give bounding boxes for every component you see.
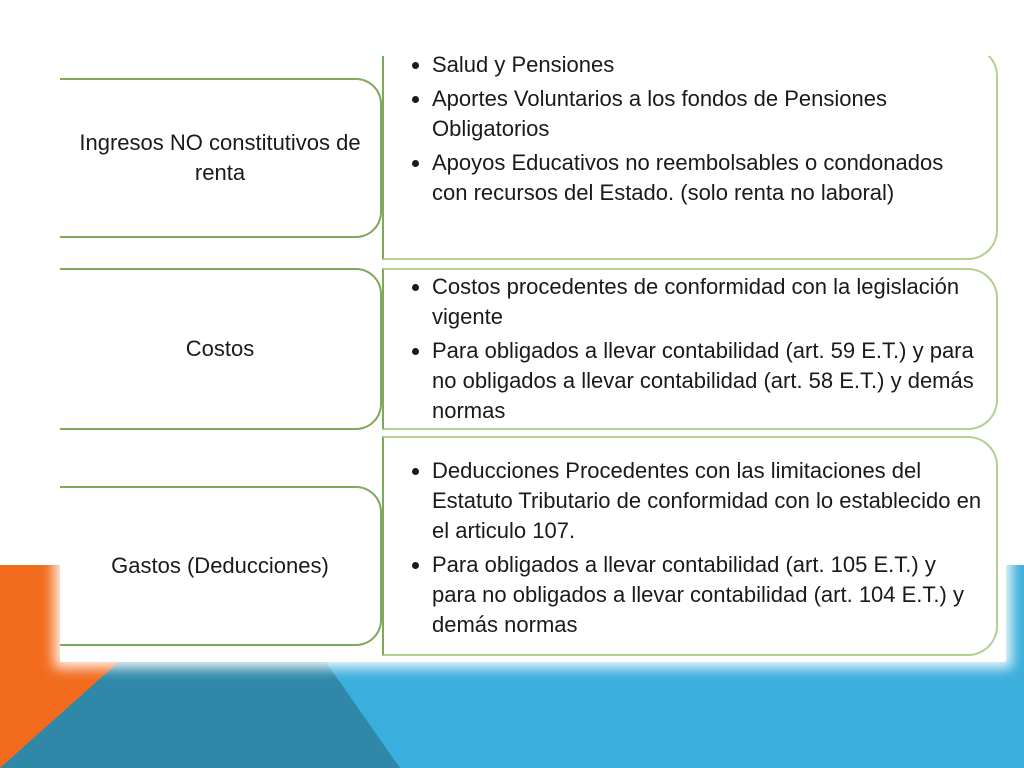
detail-ingresos-no-constitutivos xyxy=(382,56,998,260)
label-text: Gastos (Deducciones) xyxy=(111,553,329,578)
label-costos xyxy=(60,268,382,430)
list-item: • Costos procedentes de conformidad con la legislación vigente xyxy=(432,272,982,332)
label-text: Ingresos NO constitutivos de renta xyxy=(79,130,361,185)
detail-list xyxy=(408,456,982,640)
detail-list xyxy=(408,56,982,208)
list-item: • Para obligados a llevar contabilidad (art. 105 E.T.) y para no obligados a llevar contabilidad (art. 104 E.T.) y demás normas xyxy=(432,550,982,640)
detail-costos xyxy=(382,268,998,430)
list-item: • Para obligados a llevar contabilidad (art. 59 E.T.) y para no obligados a llevar contabilidad (art. 58 E.T.) y demás normas xyxy=(432,336,982,426)
list-item: • Aportes Voluntarios a los fondos de Pensiones Obligatorios xyxy=(432,84,982,144)
label-ingresos-no-constitutivos xyxy=(60,78,382,238)
diagram-panel xyxy=(60,56,1006,662)
list-item: • Apoyos Educativos no reembolsables o condonados con recursos del Estado. (solo renta no laboral) xyxy=(432,148,982,208)
label-text: Costos xyxy=(185,336,255,361)
label-gastos-deducciones xyxy=(60,486,382,646)
detail-gastos-deducciones xyxy=(382,436,998,656)
list-item: • Deducciones Procedentes con las limitaciones del Estatuto Tributario de conformidad con lo establecido en el articulo 107. xyxy=(432,456,982,546)
detail-list xyxy=(408,272,982,426)
list-item: • Salud y Pensiones xyxy=(432,56,982,80)
